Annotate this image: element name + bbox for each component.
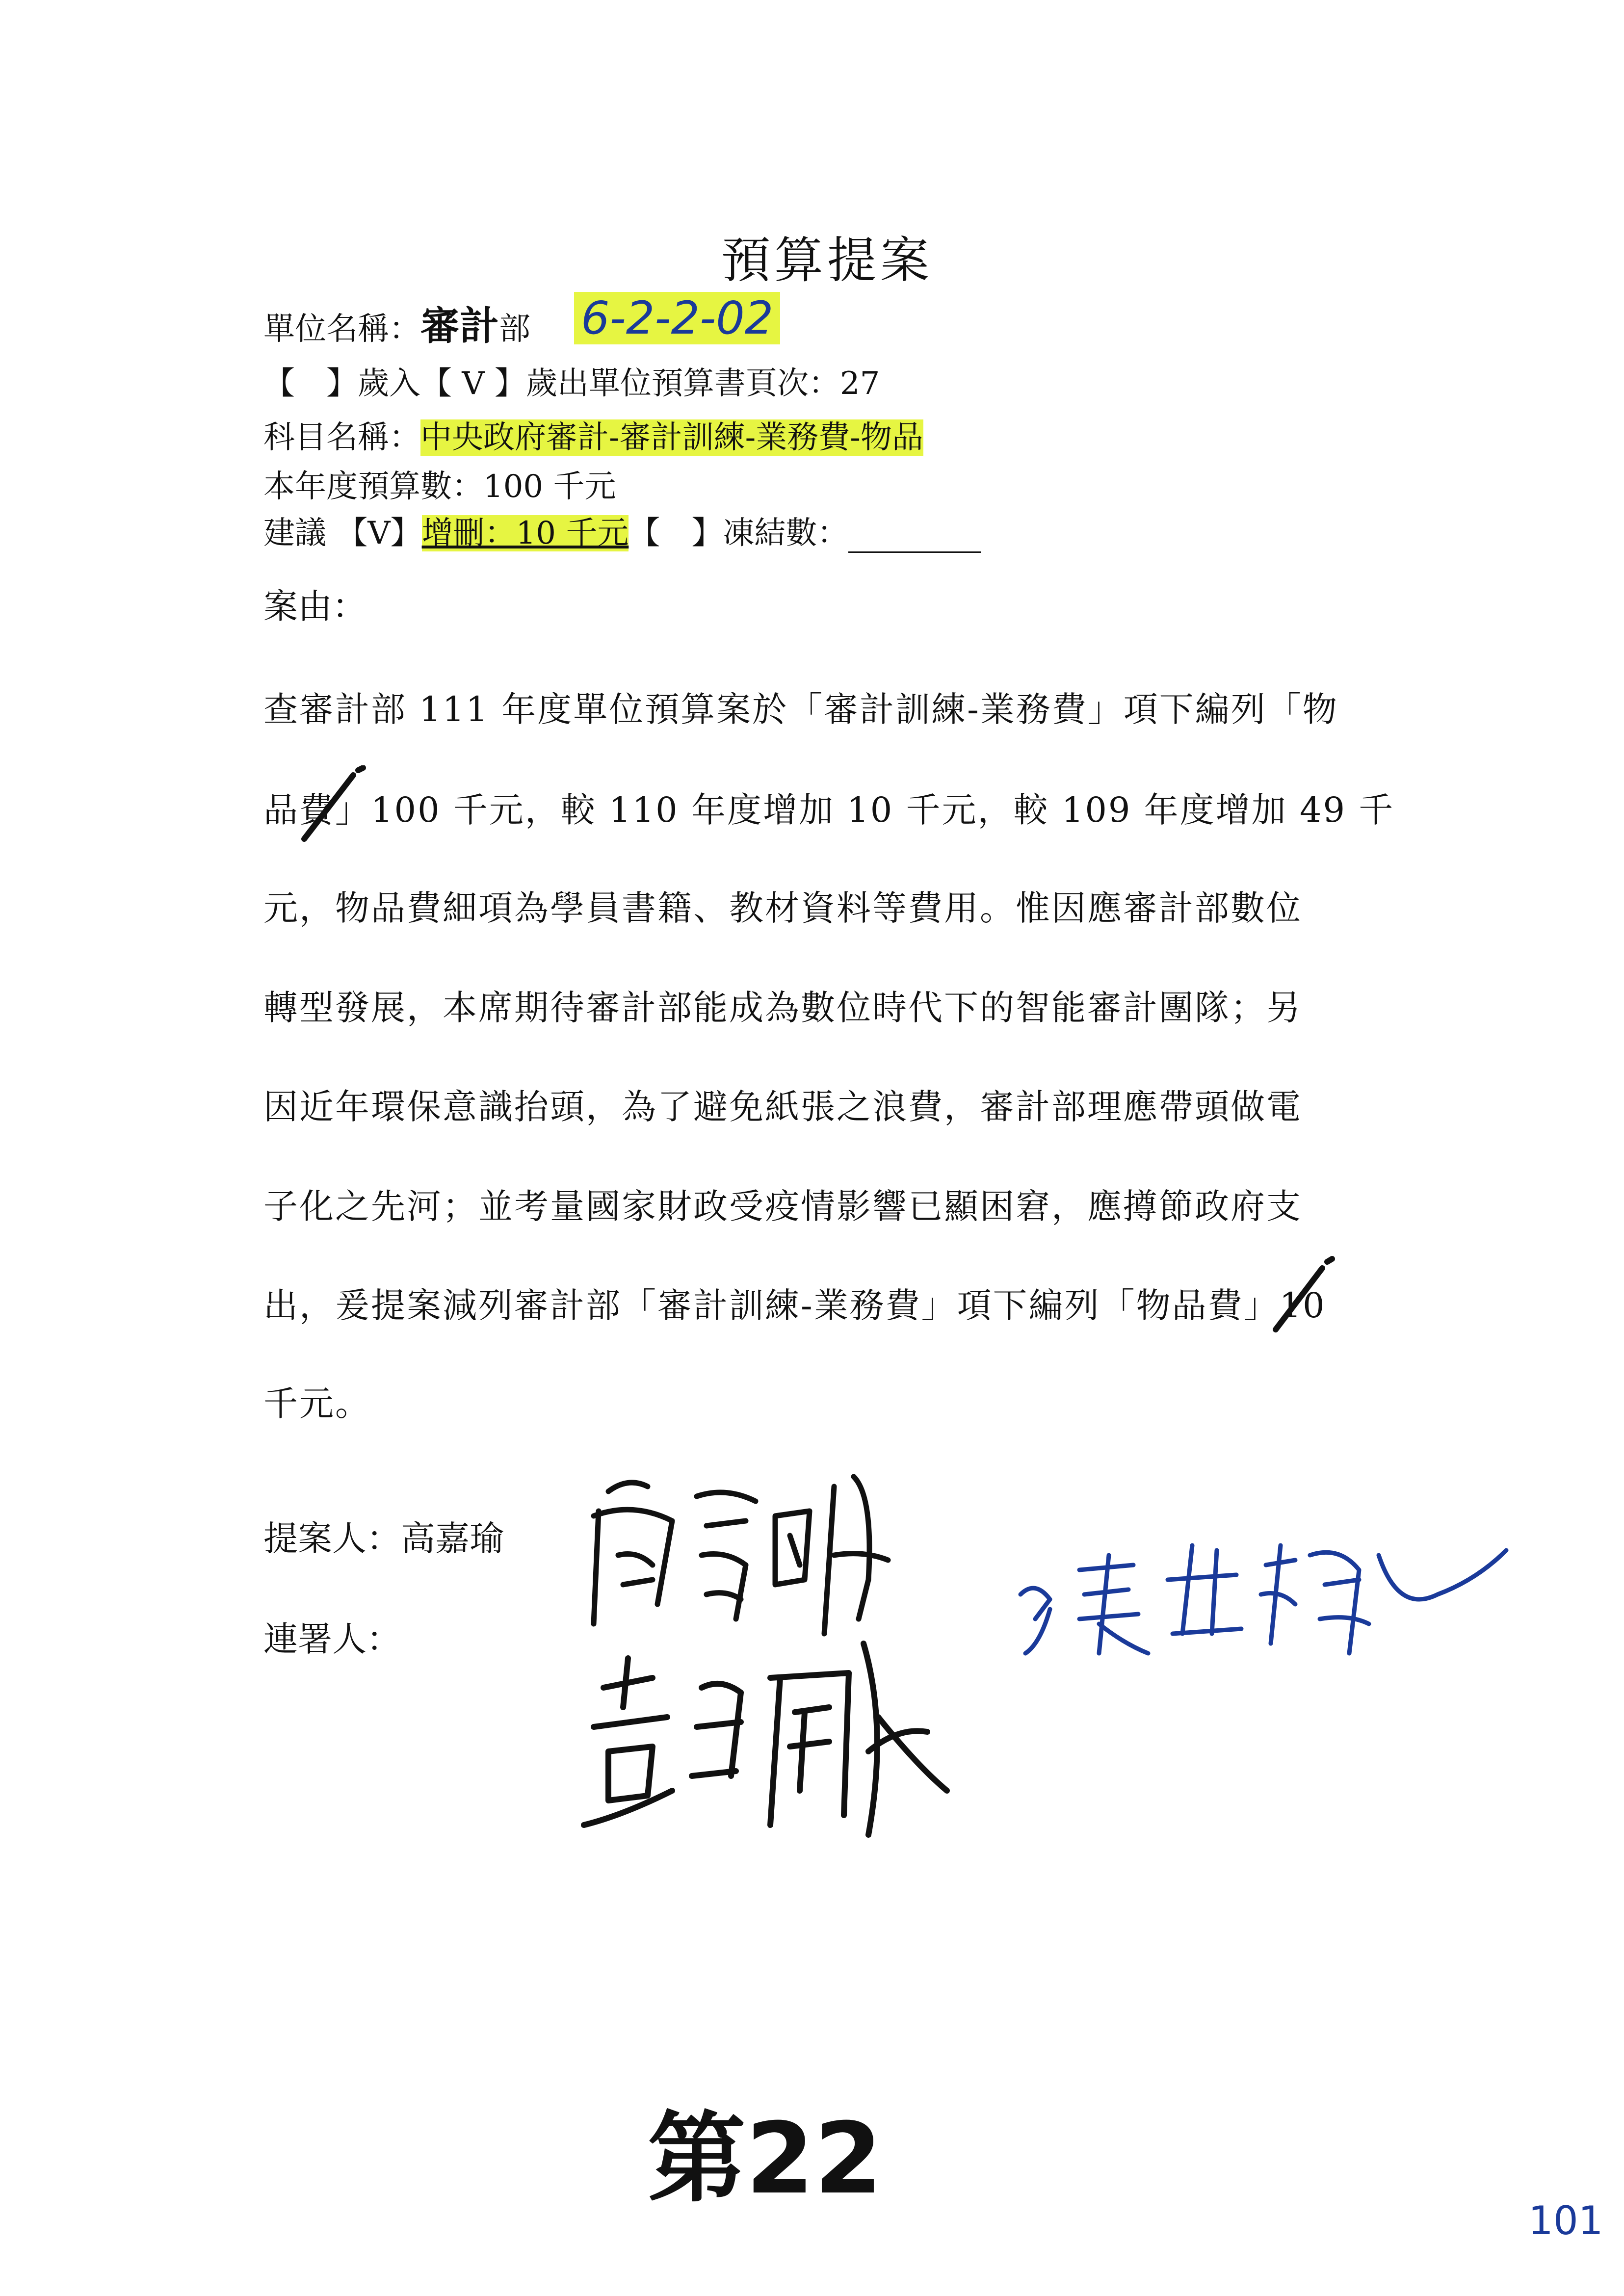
body-line: 子化之先河；並考量國家財政受疫情影響已顯困窘，應撙節政府支	[263, 1186, 1302, 1226]
unit-suffix: 部	[499, 311, 530, 347]
subject-label: 科目名稱：	[263, 419, 420, 456]
handwritten-correction-mark	[299, 765, 373, 844]
signature-cosigner-black	[574, 1629, 967, 1884]
body-line: 出，爰提案減列審計部「審計訓練-業務費」項下編列「物品費」10	[263, 1285, 1326, 1326]
body-line: 千元。	[263, 1383, 371, 1424]
signature-proposer	[579, 1457, 922, 1644]
handwritten-page-number: 101	[1528, 2198, 1603, 2244]
budget-line: 本年度預算數：100 千元	[263, 469, 616, 505]
body-line: 元，物品費細項為學員書籍、教材資料等費用。惟因應審計部數位	[263, 888, 1302, 928]
subject-row	[263, 412, 923, 457]
proposal-cut: 增刪：10 千元	[421, 515, 629, 551]
unit-handwritten: 審計	[420, 303, 499, 349]
handwritten-correction-mark	[1271, 1256, 1339, 1334]
proposal-prefix: 建議 【V】	[263, 515, 422, 551]
reason-label: 案由：	[263, 586, 367, 626]
body-line: 查審計部 111 年度單位預算案於「審計訓練-業務費」項下編列「物	[263, 689, 1338, 730]
proposal-suffix: 【 】凍結數：	[629, 515, 849, 551]
body-line: 品費」100 千元，較 110 年度增加 10 千元，較 109 年度增加 49 千	[263, 790, 1395, 830]
cosigner-label: 連署人：	[263, 1619, 401, 1659]
budget-code-handwritten: 6-2-2-02	[574, 292, 780, 344]
revenue-expense-line: 【 】歲入【 V 】歲出單位預算書頁次：27	[263, 365, 880, 402]
unit-label: 單位名稱：	[263, 311, 420, 347]
unit-name-row	[263, 294, 530, 351]
signature-cosigner-blue	[1006, 1496, 1521, 1673]
body-line: 轉型發展，本席期待審計部能成為數位時代下的智能審計團隊；另	[263, 988, 1302, 1028]
proposer-label: 提案人：高嘉瑜	[263, 1518, 504, 1559]
handwritten-sequence-number: 第22	[648, 2102, 883, 2216]
page-title: 預算提案	[721, 232, 933, 289]
subject-value: 中央政府審計-審計訓練-業務費-物品	[420, 419, 923, 456]
freeze-blank	[848, 522, 981, 553]
body-line: 因近年環保意識抬頭，為了避免紙張之浪費，審計部理應帶頭做電	[263, 1087, 1302, 1127]
proposal-row	[263, 508, 981, 553]
